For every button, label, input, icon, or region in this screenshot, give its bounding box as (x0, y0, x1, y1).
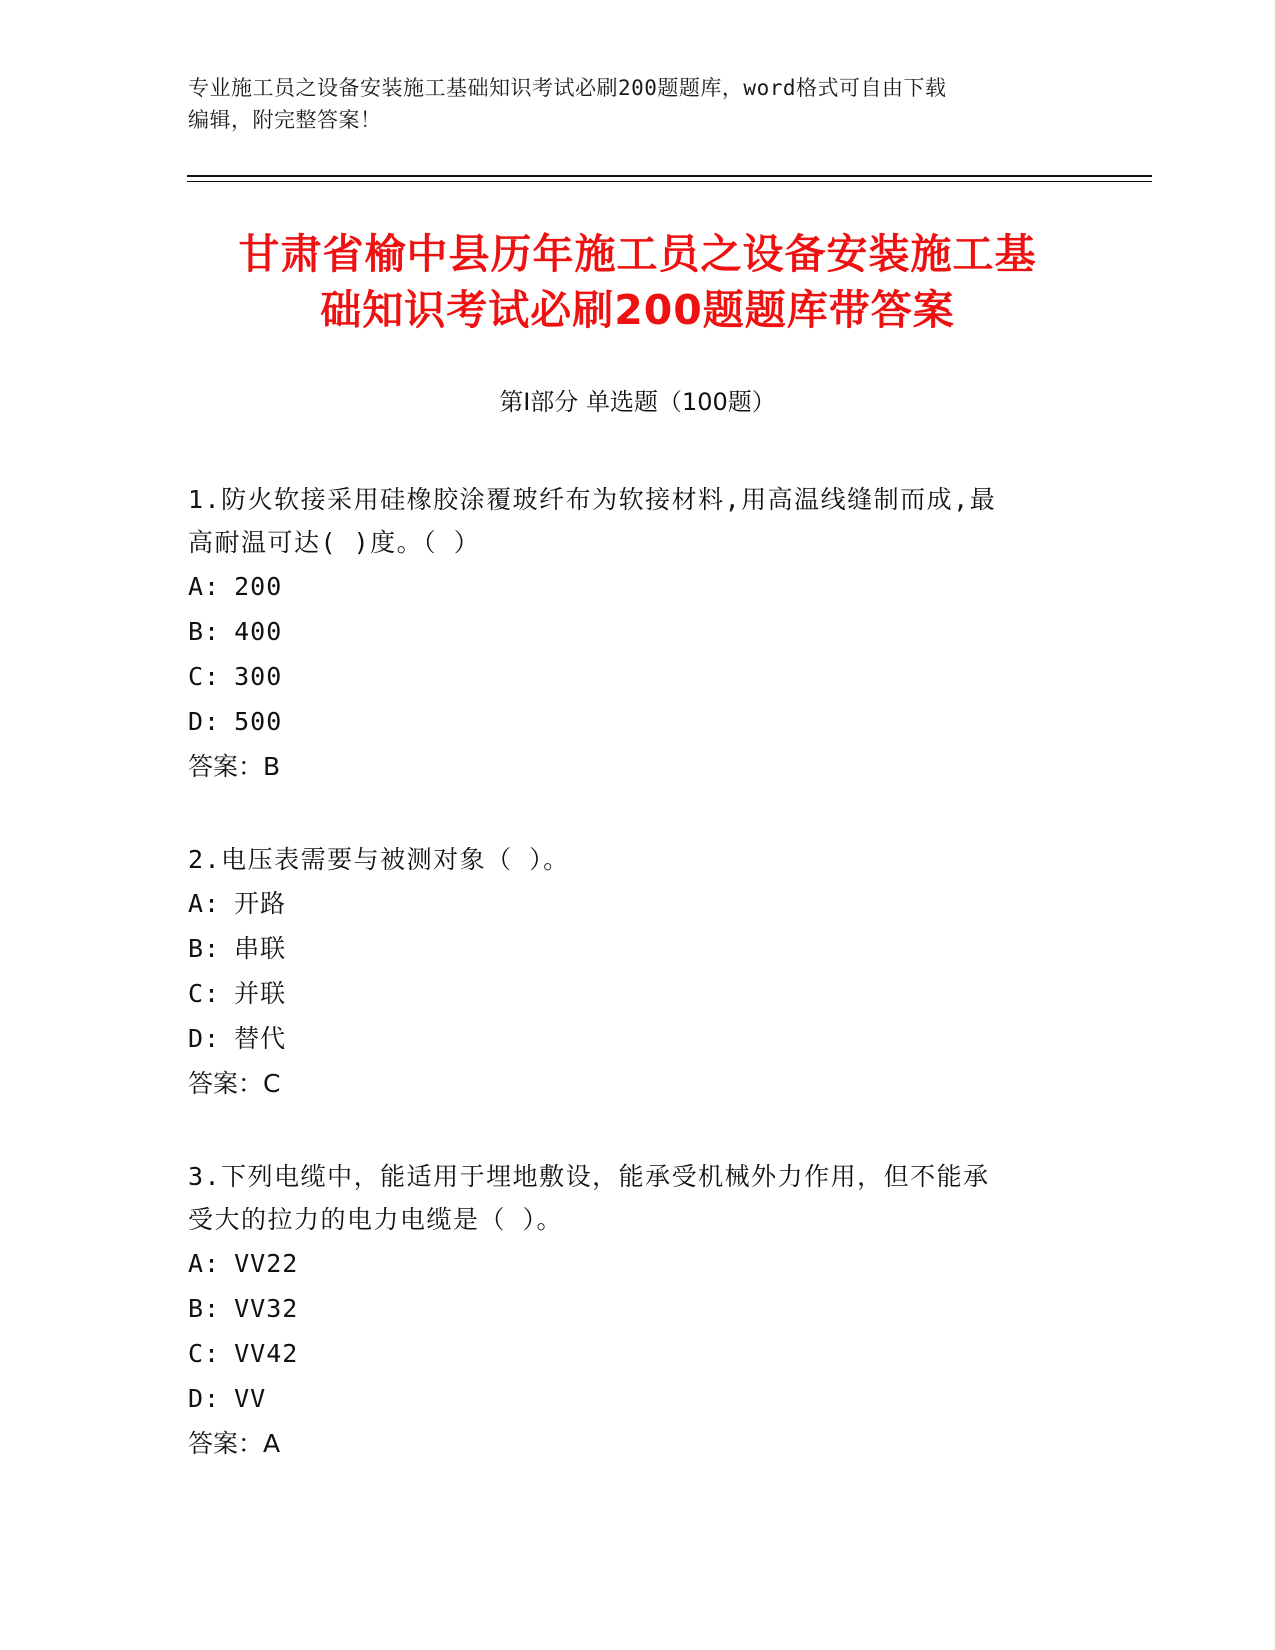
option-text: 开路 (234, 889, 287, 918)
option-letter: B: (188, 934, 221, 963)
question-stem-line: 受大的拉力的电力电缆是（ ）。 (188, 1205, 564, 1234)
option-text: VV42 (234, 1339, 299, 1368)
option-d (188, 1376, 1068, 1421)
option-d (188, 1016, 1068, 1061)
option-text: 并联 (234, 979, 287, 1008)
question-stem-line: 1.防火软接采用硅橡胶涂覆玻纤布为软接材料,用高温线缝制而成,最 (188, 485, 997, 514)
option-text: 400 (234, 617, 283, 646)
question-2 (188, 838, 1068, 1107)
page-header (188, 72, 1088, 136)
option-b (188, 1286, 1068, 1331)
header-line-1: 专业施工员之设备安装施工基础知识考试必刷200题题库，word格式可自由下载 (188, 76, 947, 100)
option-letter: A: (188, 572, 221, 601)
option-d (188, 699, 1068, 744)
question-list (188, 478, 1068, 1515)
question-stem-line: 3.下列电缆中，能适用于埋地敷设，能承受机械外力作用，但不能承 (188, 1162, 990, 1191)
option-text: VV22 (234, 1249, 299, 1278)
document-title (150, 226, 1125, 338)
option-letter: D: (188, 707, 221, 736)
option-text: VV (234, 1384, 267, 1413)
option-b (188, 926, 1068, 971)
option-letter: C: (188, 1339, 221, 1368)
option-a (188, 564, 1068, 609)
option-letter: C: (188, 979, 221, 1008)
answer-line: 答案：A (188, 1429, 281, 1458)
option-text: 替代 (234, 1024, 287, 1053)
question-stem (188, 838, 1068, 881)
option-c (188, 971, 1068, 1016)
question-stem (188, 1155, 1068, 1241)
option-c (188, 1331, 1068, 1376)
question-stem (188, 478, 1068, 564)
title-line-1: 甘肃省榆中县历年施工员之设备安装施工基 (238, 230, 1037, 278)
option-a (188, 881, 1068, 926)
option-text: 500 (234, 707, 283, 736)
answer-line: 答案：B (188, 752, 281, 781)
header-divider-thick (187, 175, 1152, 177)
option-a (188, 1241, 1068, 1286)
title-line-2: 础知识考试必刷200题题库带答案 (320, 286, 955, 334)
option-text: 300 (234, 662, 283, 691)
option-letter: D: (188, 1024, 221, 1053)
option-c (188, 654, 1068, 699)
header-divider-thin (187, 181, 1152, 182)
option-text: 串联 (234, 934, 287, 963)
section-heading: 第Ⅰ部分 单选题（100题） (499, 388, 776, 416)
option-letter: B: (188, 617, 221, 646)
option-text: VV32 (234, 1294, 299, 1323)
option-text: 200 (234, 572, 283, 601)
option-letter: A: (188, 1249, 221, 1278)
option-letter: B: (188, 1294, 221, 1323)
answer-line: 答案：C (188, 1069, 281, 1098)
header-line-2: 编辑，附完整答案！ (188, 108, 382, 132)
option-letter: D: (188, 1384, 221, 1413)
question-stem-line: 2.电压表需要与被测对象（ ）。 (188, 845, 570, 874)
question-1 (188, 478, 1068, 790)
question-3 (188, 1155, 1068, 1467)
option-letter: A: (188, 889, 221, 918)
option-b (188, 609, 1068, 654)
option-letter: C: (188, 662, 221, 691)
question-stem-line: 高耐温可达( )度。（ ） (188, 528, 481, 557)
